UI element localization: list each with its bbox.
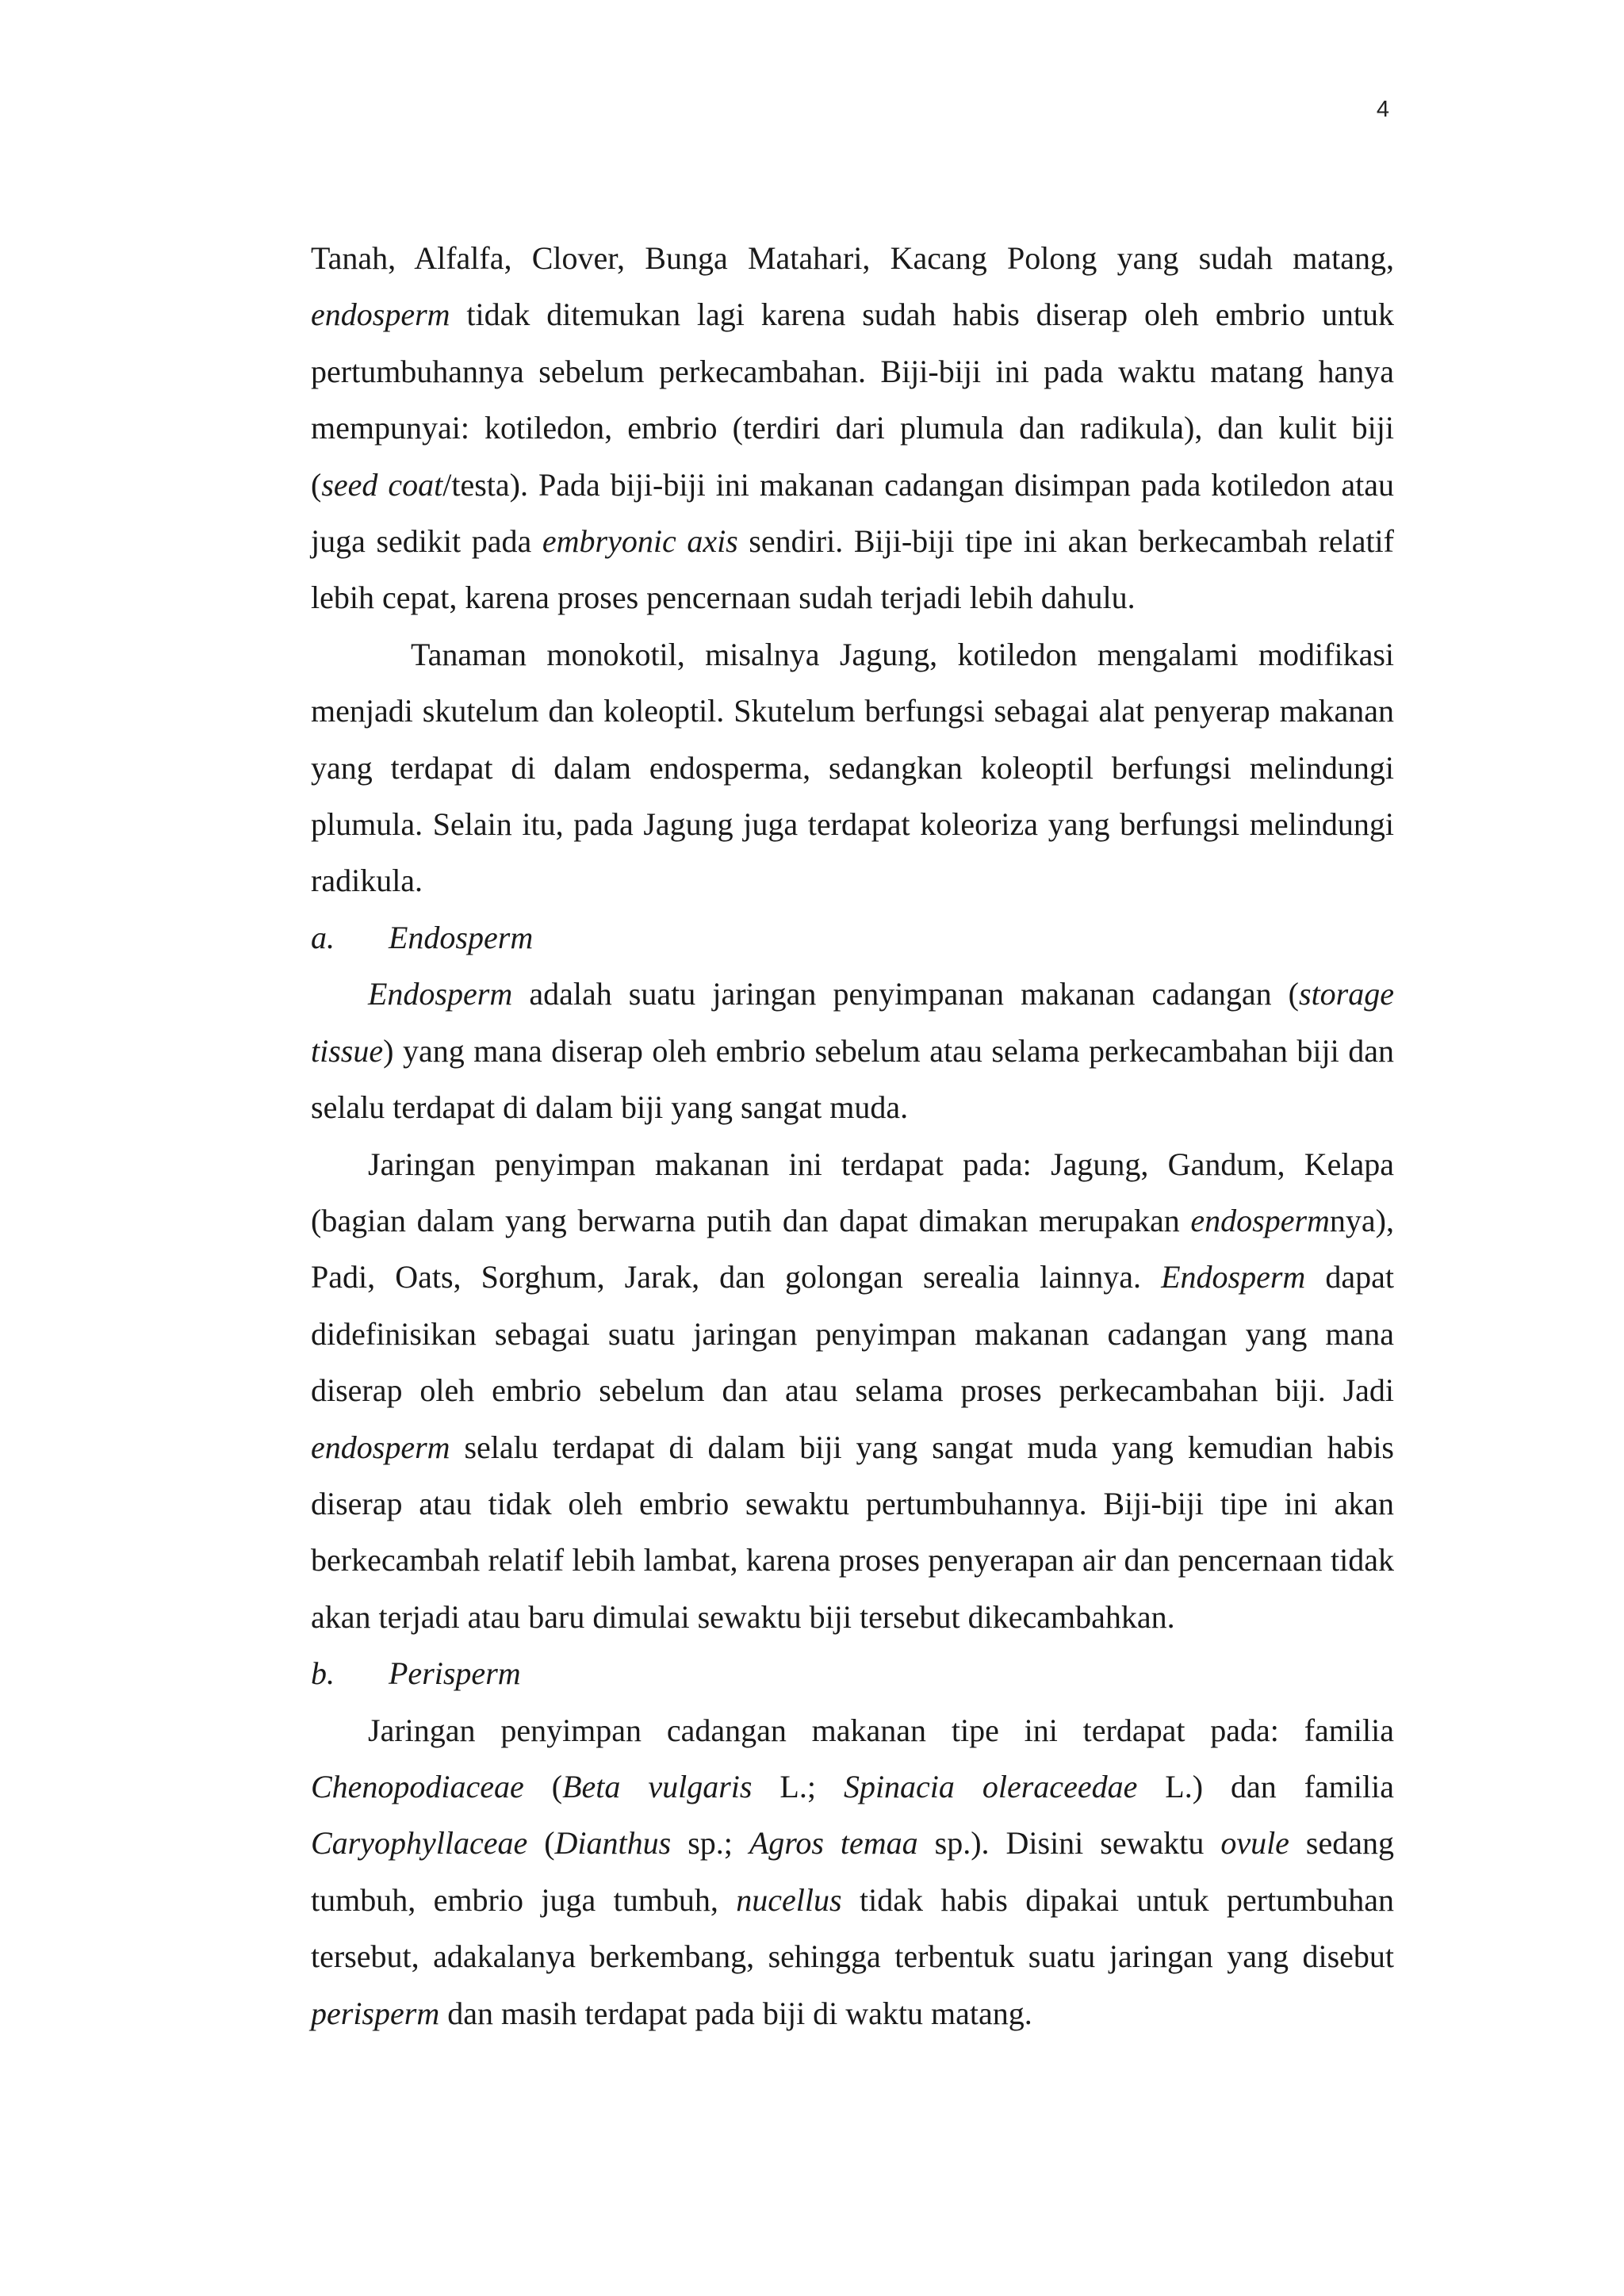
section-title: Perisperm bbox=[389, 1655, 521, 1692]
paragraph-endosperm-definition: Endosperm adalah suatu jaringan penyimpanan makanan cadangan (storage tissue) yang mana diserap oleh embrio sebelum atau selama perkecambahan biji dan selalu terdapat di dalam biji yang sangat muda. bbox=[311, 976, 1394, 1126]
body-text bbox=[311, 230, 1394, 2042]
section-title: Endosperm bbox=[389, 919, 534, 955]
section-marker: b. bbox=[311, 1655, 335, 1692]
section-marker: a. bbox=[311, 919, 335, 955]
paragraph-monocot: Tanaman monokotil, misalnya Jagung, kotiledon mengalami modifikasi menjadi skutelum dan koleoptil. Skutelum berfungsi sebagai alat penyerap makanan yang terdapat di dalam endosperma, sedangkan koleoptil berfungsi melindungi plumula. Selain itu, pada Jagung juga terdapat koleoriza yang berfungsi melindungi radikula. bbox=[311, 636, 1394, 899]
section-heading-endosperm bbox=[311, 909, 1394, 966]
paragraph-endosperm-examples: Jaringan penyimpan makanan ini terdapat pada: Jagung, Gandum, Kelapa (bagian dalam yang berwarna putih dan dapat dimakan merupakan endospermnya), Padi, Oats, Sorghum, Jarak, dan golongan serealia lainnya. Endosperm dapat didefinisikan sebagai suatu jaringan penyimpan makanan cadangan yang mana diserap oleh embrio sebelum dan atau selama proses perkecambahan biji. Jadi endosperm selalu terdapat di dalam biji yang sangat muda yang kemudian habis diserap atau tidak oleh embrio sewaktu pertumbuhannya. Biji-biji tipe ini akan berkecambah relatif lebih lambat, karena proses penyerapan air dan pencernaan tidak akan terjadi atau baru dimulai sewaktu biji tersebut dikecambahkan. bbox=[311, 1146, 1394, 1635]
section-heading-perisperm bbox=[311, 1645, 1394, 1701]
paragraph-dicot-seeds: Tanah, Alfalfa, Clover, Bunga Matahari, Kacang Polong yang sudah matang, endosperm tidak ditemukan lagi karena sudah habis diserap oleh embrio untuk pertumbuhannya sebelum perkecambahan. Biji-biji ini pada waktu matang hanya mempunyai: kotiledon, embrio (terdiri dari plumula dan radikula), dan kulit biji (seed coat/testa). Pada biji-biji ini makanan cadangan disimpan pada kotiledon atau juga sedikit pada embryonic axis sendiri. Biji-biji tipe ini akan berkecambah relatif lebih cepat, karena proses pencernaan sudah terjadi lebih dahulu. bbox=[311, 240, 1394, 616]
page-number: 4 bbox=[1376, 97, 1389, 122]
paragraph-perisperm: Jaringan penyimpan cadangan makanan tipe ini terdapat pada: familia Chenopodiaceae (Beta vulgaris L.; Spinacia oleraceedae L.) dan familia Caryophyllaceae (Dianthus sp.; Agros temaa sp.). Disini sewaktu ovule sedang tumbuh, embrio juga tumbuh, nucellus tidak habis dipakai untuk pertumbuhan tersebut, adakalanya berkembang, sehingga terbentuk suatu jaringan yang disebut perisperm dan masih terdapat pada biji di waktu matang. bbox=[311, 1712, 1394, 2031]
